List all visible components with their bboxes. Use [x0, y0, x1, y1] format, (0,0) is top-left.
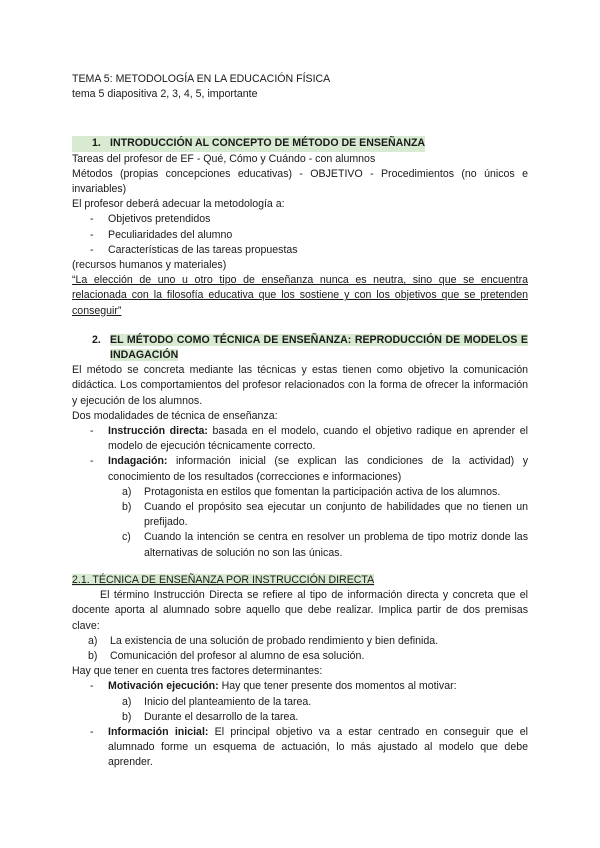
section-1-line-2: Métodos (propias concepciones educativas) - OBJETIVO - Procedimientos (no únicos e invariables): [72, 167, 528, 196]
section-2-line-2: Dos modalidades de técnica de enseñanza:: [72, 409, 278, 422]
section-1-quote: “La elección de uno u otro tipo de enseñanza nunca es neutra, sino que se encuentra relacionada con la filosofía educativa que los sostiene y con los objetivos que se pretenden conseguir”: [72, 274, 528, 317]
section-2-1-factors: [72, 679, 528, 694]
list-item: - Indagación: información inicial (se explican las condiciones de la actividad) y conocimiento de los resultados (correcciones e informaciones): [90, 455, 528, 483]
document-subtitle: tema 5 diapositiva 2, 3, 4, 5, importante: [72, 88, 258, 101]
section-2-1-heading: [72, 573, 528, 588]
list-item: - Peculiaridades del alumno: [90, 228, 233, 241]
list-item: - Características de las tareas propuestas: [90, 243, 298, 256]
list-item: a) La existencia de una solución de probado rendimiento y bien definida.: [88, 634, 439, 647]
section-2-paragraph: El método se concreta mediante las técnicas y estas tienen como objetivo la comunicación didáctica. Los comportamientos del profesor relacionados con la forma de ofrecer la información y ejecución de los alumnos.: [72, 364, 528, 407]
list-item: b) Durante el desarrollo de la tarea.: [122, 710, 299, 723]
section-2-sublist: [72, 485, 528, 561]
section-2-1-paragraph: El término Instrucción Directa se refiere al tipo de información directa y concreta que el docente aporta al alumnado sobre aquello que debe realizar. Implica partir de dos premisas clave:: [72, 589, 528, 632]
section-1-list: [72, 212, 528, 258]
section-2-heading: [72, 333, 528, 363]
list-item: - Objetivos pretendidos: [90, 213, 211, 226]
section-2-number: 2.: [92, 333, 101, 346]
list-item: - Motivación ejecución: Hay que tener presente dos momentos al motivar:: [90, 680, 457, 693]
list-item: b) Comunicación del profesor al alumno de esa solución.: [88, 649, 365, 662]
list-item: a) Protagonista en estilos que fomentan la participación activa de los alumnos.: [122, 485, 501, 498]
section-1-line-3: El profesor deberá adecuar la metodología a:: [72, 198, 285, 211]
list-item: - Instrucción directa: basada en el modelo, cuando el objetivo radique en aprender el modelo de ejecución técnicamente correcto.: [90, 425, 528, 453]
list-item: b) Cuando el propósito sea ejecutar un conjunto de habilidades que no tienen un prefijado.: [122, 501, 528, 529]
section-1-heading: [72, 136, 528, 151]
section-2-list: [72, 424, 528, 485]
section-2-1-title: 2.1. TÉCNICA DE ENSEÑANZA POR INSTRUCCIÓN DIRECTA: [72, 573, 375, 586]
document-title: TEMA 5: METODOLOGÍA EN LA EDUCACIÓN FÍSICA: [72, 73, 331, 85]
section-2-1-premises: [72, 634, 528, 664]
list-item: c) Cuando la intención se centra en resolver un problema de tipo motriz donde las alternativas de solución no son las únicas.: [122, 531, 528, 559]
section-2-1-line-2: Hay que tener en cuenta tres factores determinantes:: [72, 665, 323, 678]
section-1-number: 1.: [72, 136, 110, 151]
list-item: - Información inicial: El principal objetivo va a estar centrado en conseguir que el alumnado forme un esquema de actuación, lo más ajustado al modelo que debe aprender.: [90, 725, 529, 769]
section-1-line-1: Tareas del profesor de EF - Qué, Cómo y Cuándo - con alumnos: [72, 152, 376, 165]
list-item: a) Inicio del planteamiento de la tarea.: [122, 695, 312, 708]
section-2-1-factors-cont: [72, 725, 528, 771]
section-1-line-4: (recursos humanos y materiales): [72, 259, 227, 272]
section-1-title: INTRODUCCIÓN AL CONCEPTO DE MÉTODO DE ENSEÑANZA: [110, 136, 425, 151]
section-2-1-factor-sublist: [72, 695, 528, 725]
section-2-title: EL MÉTODO COMO TÉCNICA DE ENSEÑANZA: REPRODUCCIÓN DE MODELOS E INDAGACIÓN: [110, 333, 528, 362]
